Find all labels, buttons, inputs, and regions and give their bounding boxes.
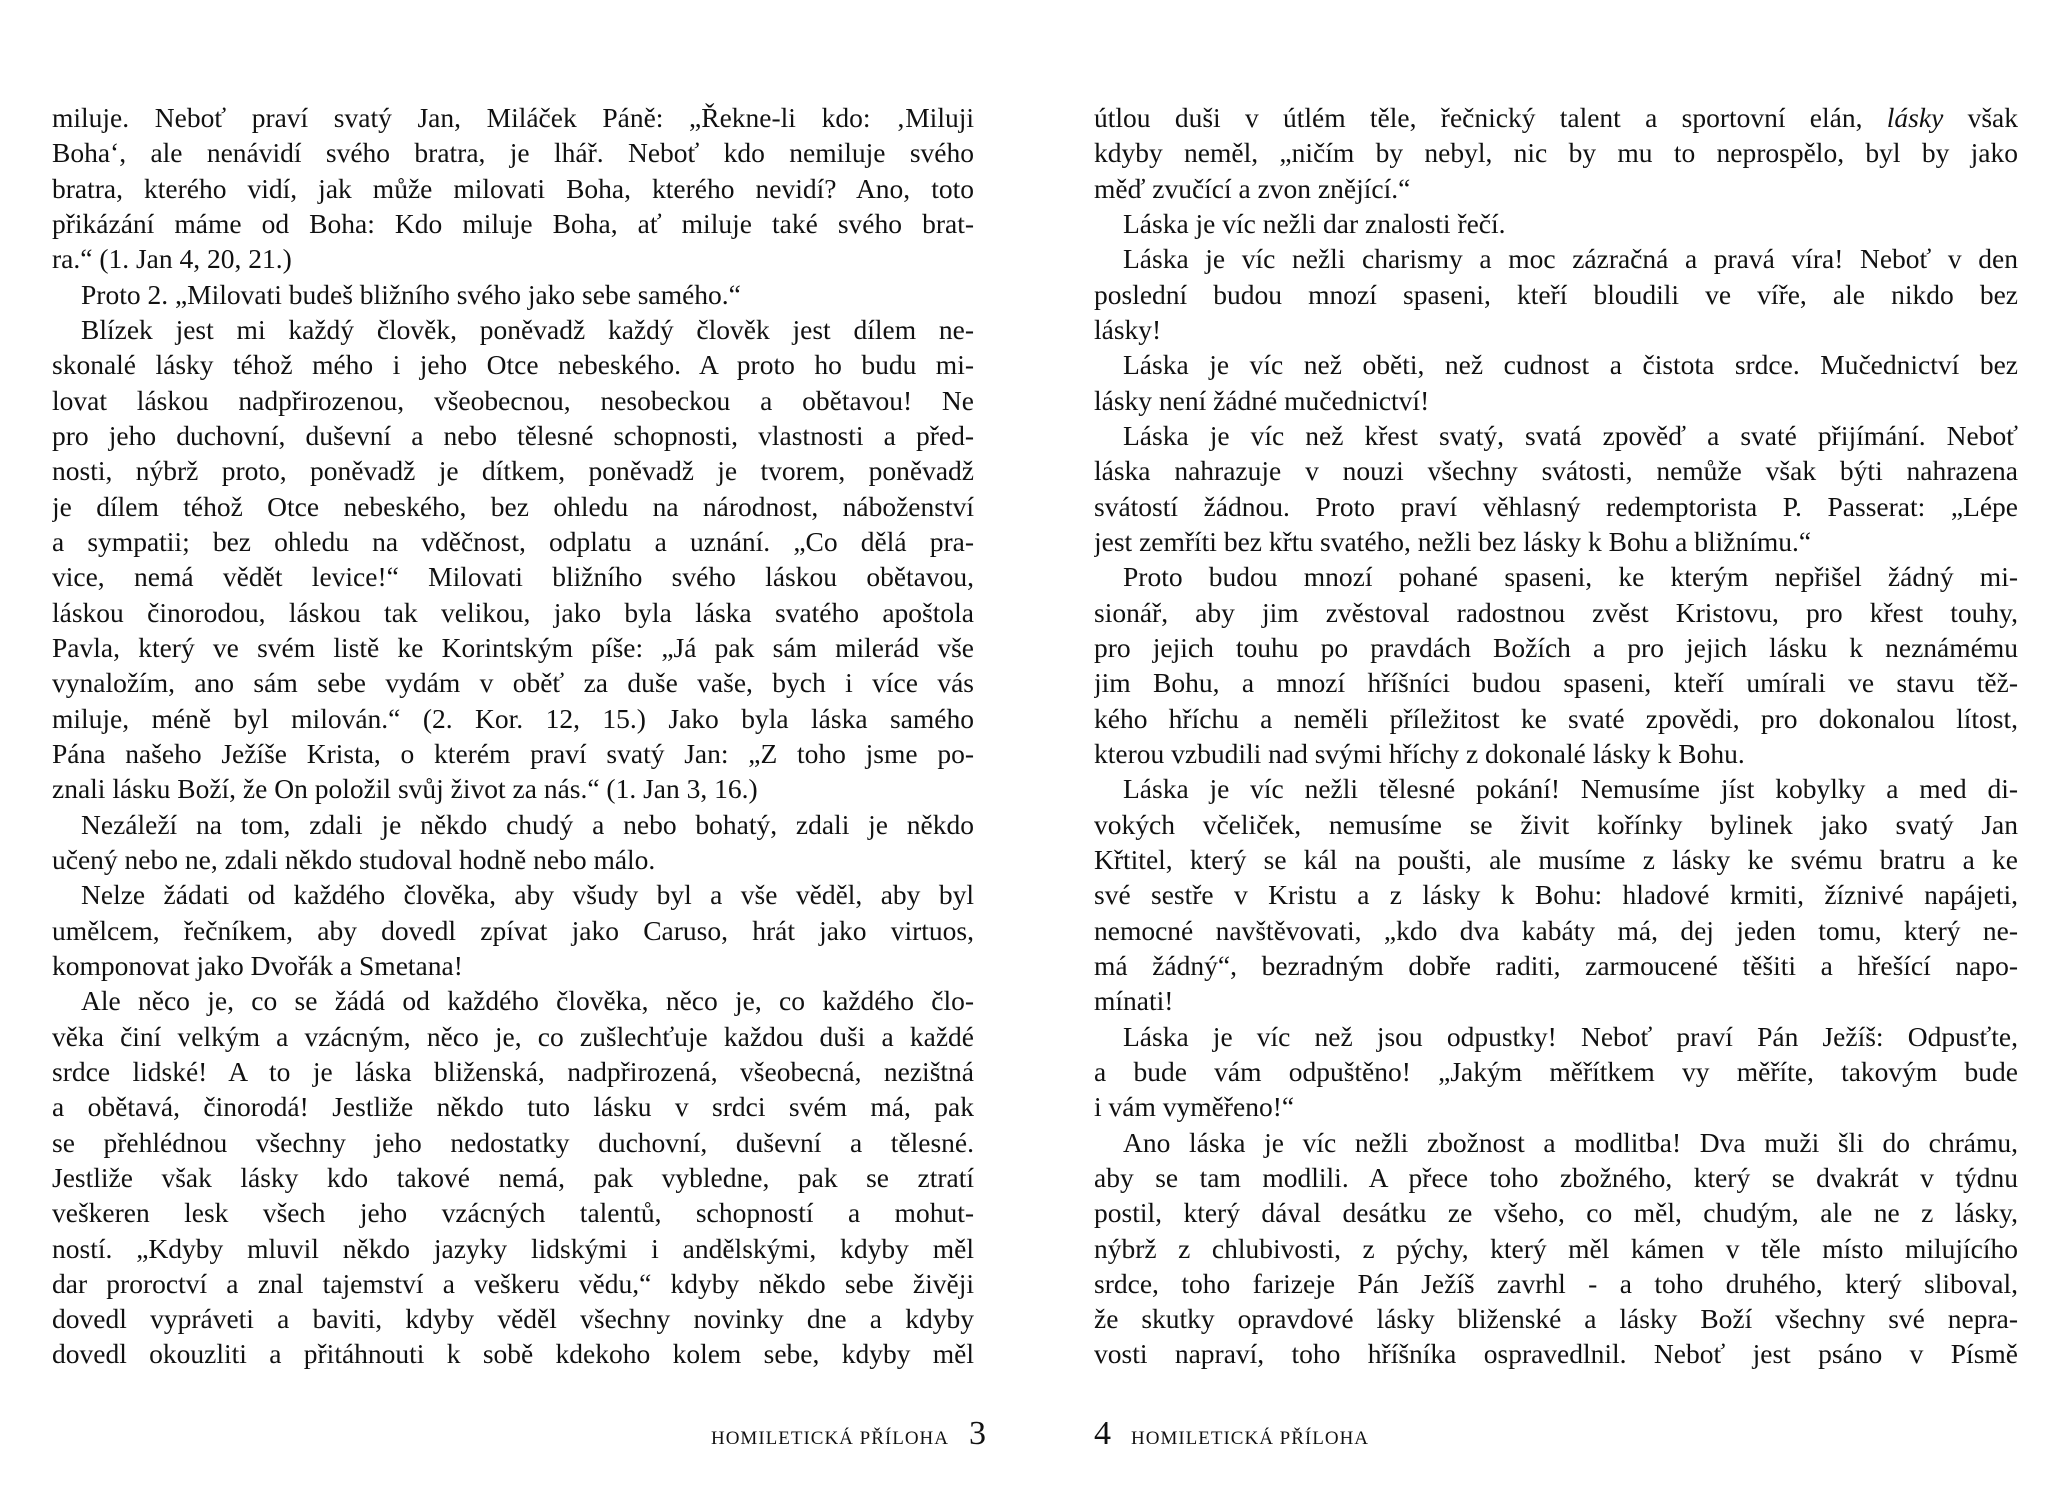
text-line: veškeren lesk všech jeho vzácných talentů, schopností a mohut- xyxy=(52,1197,974,1229)
text-line: dar proroctví a znal tajemství a veškeru vědu,“ kdyby někdo sebe živěji xyxy=(52,1267,974,1299)
text-line: lásky není žádné mučednictví! xyxy=(1094,384,1430,416)
text-line: pro jeho duchovní, duševní a nebo tělesné schopnosti, vlastnosti a před- xyxy=(52,419,974,451)
text-line: svátostí žádnou. Proto praví věhlasný redemptorista P. Passerat: „Lépe xyxy=(1094,490,2018,522)
text-line: je dílem téhož Otce nebeského, bez ohledu na národnost, náboženství xyxy=(52,490,974,522)
text-line: Proto budou mnozí pohané spaseni, ke kterým nepřišel žádný mi- xyxy=(1123,561,2018,593)
text-line: jim Bohu, a mnozí hříšníci budou spaseni, kteří umírali ve stavu těž- xyxy=(1094,667,2018,699)
text-line: sionář, aby jim zvěstoval radostnou zvěst Kristovu, pro křest touhy, xyxy=(1094,596,2018,628)
text-line: Nezáleží na tom, zdali je někdo chudý a nebo bohatý, zdali je někdo xyxy=(81,808,974,840)
text-line: znali lásku Boží, že On položil svůj život za nás.“ (1. Jan 3, 16.) xyxy=(52,773,758,805)
text-line: Ale něco je, co se žádá od každého člověka, něco je, co každého člo- xyxy=(81,985,974,1017)
running-head: HOMILETICKÁ PŘÍLOHA xyxy=(1131,1428,1370,1449)
text-line: srdce, toho farizeje Pán Ježíš zavrhl - a toho druhého, který sliboval, xyxy=(1094,1267,2018,1299)
page-number: 4 xyxy=(1094,1415,1111,1452)
text-line: Blízek jest mi každý člověk, poněvadž každý člověk jest dílem ne- xyxy=(81,313,974,345)
text-line: ra.“ (1. Jan 4, 20, 21.) xyxy=(52,243,292,275)
text-line: Křtitel, který se kál na poušti, ale musíme z lásky ke svému bratru a ke xyxy=(1094,843,2018,875)
text-line: postil, který dával desátku ze všeho, co měl, chudým, ale ne z lásky, xyxy=(1094,1197,2018,1229)
text-line: Láska je víc než křest svatý, svatá zpověď a svaté přijímání. Neboť xyxy=(1123,419,2018,451)
text-line: umělcem, řečníkem, aby dovedl zpívat jako Caruso, hrát jako virtuos, xyxy=(52,914,974,946)
text-line: útlou duši v útlém těle, řečnický talent a sportovní elán, lásky však xyxy=(1094,102,2018,133)
text-line: Boha‘, ale nenávidí svého bratra, je lhář. Neboť kdo nemiluje svého xyxy=(52,137,974,169)
text-line: lovat láskou nadpřirozenou, všeobecnou, nesobeckou a obětavou! Ne xyxy=(52,384,974,416)
text-line: Láska je víc než jsou odpustky! Neboť praví Pán Ježíš: Odpusťte, xyxy=(1123,1020,2018,1052)
text-line: vynaložím, ano sám sebe vydám v oběť za duše vaše, bych i více vás xyxy=(52,667,974,699)
text-line: Láska je víc nežli charismy a moc zázračná a pravá víra! Neboť v den xyxy=(1123,243,2018,275)
text-line: dovedl vypráveti a baviti, kdyby věděl všechny novinky dne a kdyby xyxy=(52,1303,974,1335)
text-line: Pána našeho Ježíše Krista, o kterém praví svatý Jan: „Z toho jsme po- xyxy=(52,737,974,769)
text-line: nemocné navštěvovati, „kdo dva kabáty má, dej jeden tomu, který ne- xyxy=(1094,914,2018,946)
text-line: nýbrž z chlubivosti, z pýchy, který měl kámen v těle místo milujícího xyxy=(1094,1232,2018,1264)
text-line: své sestře v Kristu a z lásky k Bohu: hladové krmiti, žíznivé napájeti, xyxy=(1094,879,2018,911)
text-line: i vám vyměřeno!“ xyxy=(1094,1091,1295,1123)
text-line: aby se tam modlili. A přece toho zbožného, který se dvakrát v týdnu xyxy=(1094,1161,2018,1193)
text-line: Pavla, který ve svém listě ke Korintským píše: „Já pak sám milerád vše xyxy=(52,631,974,663)
text-line: věka činí velkým a vzácným, něco je, co zušlechťuje každou duši a každé xyxy=(52,1020,974,1052)
text-line: Láska je víc než oběti, než cudnost a čistota srdce. Mučednictví bez xyxy=(1123,349,2018,381)
text-line: vosti napraví, toho hříšníka ospravedlnil. Neboť jest psáno v Písmě xyxy=(1094,1338,2018,1370)
text-line: láska nahrazuje v nouzi všechny svátosti, nemůže však býti nahrazena xyxy=(1094,455,2018,487)
text-line: se přehlédnou všechny jeho nedostatky duchovní, duševní a tělesné. xyxy=(52,1126,974,1158)
text-line: přikázání máme od Boha: Kdo miluje Boha, ať miluje také svého brat- xyxy=(52,207,974,239)
text-line: a obětavá, činorodá! Jestliže někdo tuto lásku v srdci svém má, pak xyxy=(52,1091,974,1123)
text-line: láskou činorodou, láskou tak velikou, jako byla láska svatého apoštola xyxy=(52,596,974,628)
text-line: miluje, méně byl milován.“ (2. Kor. 12, 15.) Jako byla láska samého xyxy=(52,702,974,734)
text-line: skonalé lásky téhož mého i jeho Otce nebeského. A proto ho budu mi- xyxy=(52,349,974,381)
running-head: HOMILETICKÁ PŘÍLOHA xyxy=(710,1428,949,1449)
page-number: 3 xyxy=(969,1415,986,1452)
text-line: lásky! xyxy=(1094,313,1162,345)
text-line: Láska je víc nežli tělesné pokání! Nemusíme jíst kobylky a med di- xyxy=(1123,773,2018,805)
text-line: vice, nemá vědět levice!“ Milovati bližního svého láskou obětavou, xyxy=(52,561,974,593)
emphasized-word: lásky xyxy=(1886,102,1944,133)
text-line: kdyby neměl, „ničím by nebyl, nic by mu to neprospělo, byl by jako xyxy=(1094,137,2018,169)
text-line: kého hříchu a neměli příležitost ke svaté zpovědi, pro dokonalou lítost, xyxy=(1094,702,2018,734)
text-line: Ano láska je víc nežli zbožnost a modlitba! Dva muži šli do chrámu, xyxy=(1123,1126,2018,1158)
text-line: poslední budou mnozí spaseni, kteří bloudili ve víře, ale nikdo bez xyxy=(1094,278,2018,310)
right-page xyxy=(1094,100,2018,1372)
text-line: nosti, nýbrž proto, poněvadž je dítkem, poněvadž je tvorem, poněvadž xyxy=(52,455,974,487)
left-page xyxy=(52,100,974,1372)
text-line: mínati! xyxy=(1094,985,1174,1017)
text-line: bratra, kterého vidí, jak může milovati Boha, kterého nevidí? Ano, toto xyxy=(52,172,974,204)
text-line: má žádný“, bezradným dobře raditi, zarmoucené těšiti a hřešící napo- xyxy=(1094,949,2018,981)
text-line: dovedl okouzliti a přitáhnouti k sobě kdekoho kolem sebe, kdyby měl xyxy=(52,1338,974,1370)
text-line: pro jejich touhu po pravdách Božích a pro jejich lásku k neznámému xyxy=(1094,631,2018,663)
text-line: miluje. Neboť praví svatý Jan, Miláček Páně: „Řekne-li kdo: ‚Miluji xyxy=(52,102,974,133)
text-line: učený nebo ne, zdali někdo studoval hodně nebo málo. xyxy=(52,843,656,875)
text-line: a sympatii; bez ohledu na vděčnost, odplatu a uznání. „Co dělá pra- xyxy=(52,525,974,557)
text-line: jest zemříti bez křtu svatého, nežli bez lásky k Bohu a bližnímu.“ xyxy=(1094,525,1812,557)
text-line: a bude vám odpuštěno! „Jakým měřítkem vy měříte, takovým bude xyxy=(1094,1055,2018,1087)
text-line: kterou vzbudili nad svými hříchy z dokonalé lásky k Bohu. xyxy=(1094,737,1745,769)
left-page-footer xyxy=(711,1415,986,1453)
text-line: srdce lidské! A to je láska bliženská, nadpřirozená, všeobecná, nezištná xyxy=(52,1055,974,1087)
text-line: Jestliže však lásky kdo takové nemá, pak vybledne, pak se ztratí xyxy=(52,1161,974,1193)
text-line: vokých včeliček, nemusíme se živit kořínky bylinek jako svatý Jan xyxy=(1094,808,2018,840)
text-line: že skutky opravdové lásky bliženské a lásky Boží všechny své nepra- xyxy=(1094,1303,2018,1335)
text-line: Láska je víc nežli dar znalosti řečí. xyxy=(1123,207,1506,239)
text-line: měď zvučící a zvon znějící.“ xyxy=(1094,172,1411,204)
text-line: komponovat jako Dvořák a Smetana! xyxy=(52,949,463,981)
text-line: ností. „Kdyby mluvil někdo jazyky lidskými i andělskými, kdyby měl xyxy=(52,1232,974,1264)
text-line: Proto 2. „Milovati budeš bližního svého jako sebe samého.“ xyxy=(81,278,741,310)
text-line: Nelze žádati od každého člověka, aby všudy byl a vše věděl, aby byl xyxy=(81,879,974,911)
right-page-footer xyxy=(1094,1415,1369,1453)
